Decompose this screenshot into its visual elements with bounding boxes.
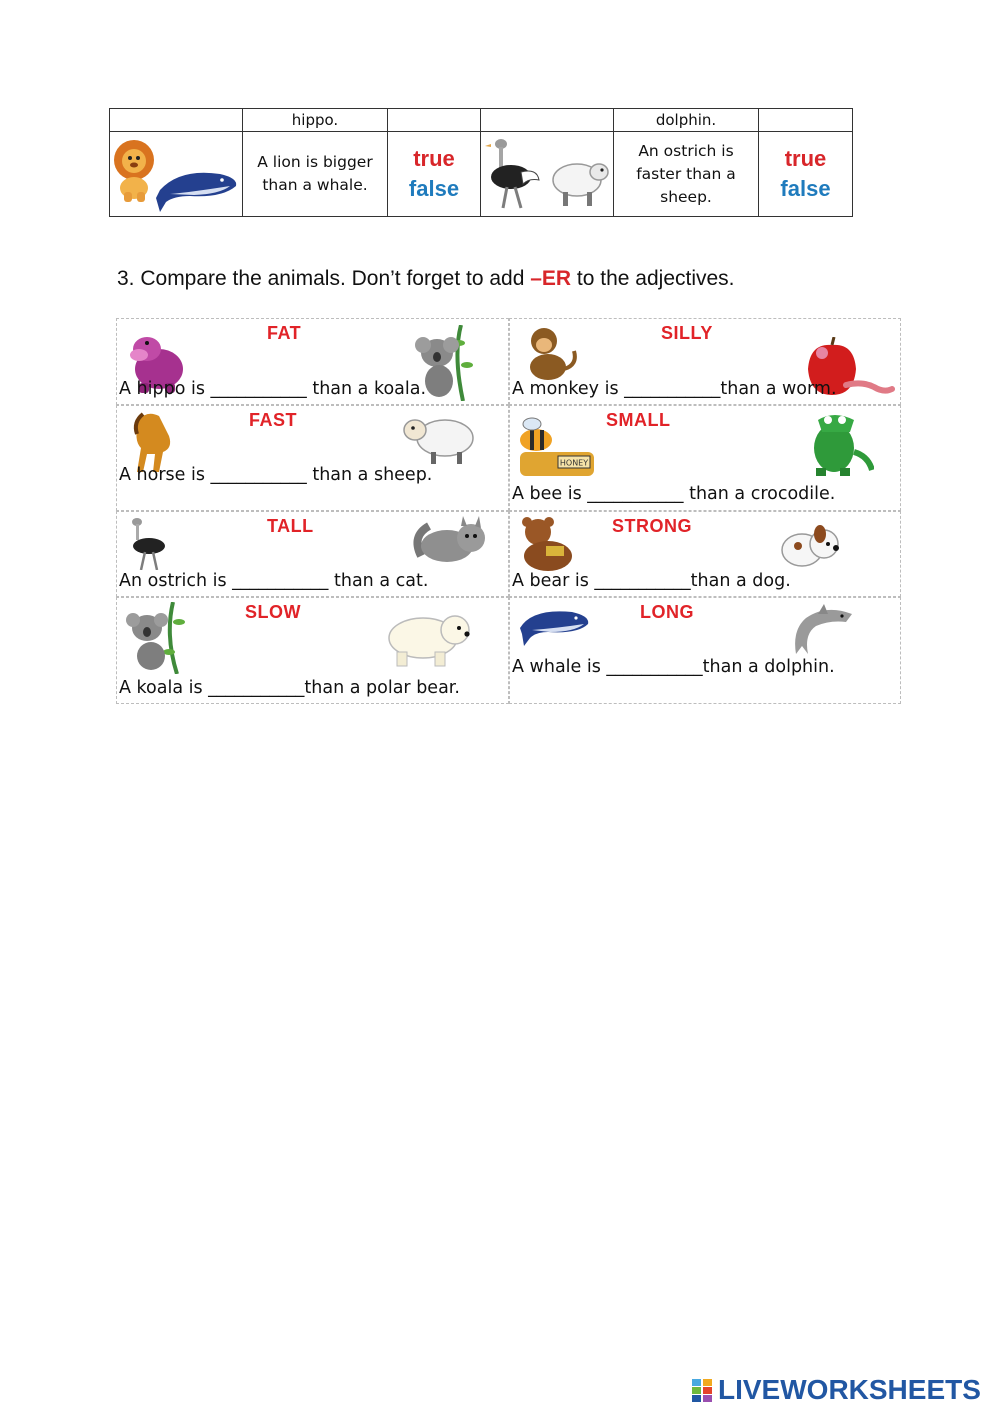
table-cell [110,109,243,132]
adjective-label: SMALL [606,410,671,430]
true-option[interactable]: true [784,146,827,171]
cell-fast [116,405,509,511]
false-option[interactable]: false [408,176,460,201]
comparison-sentence: A horse is ___________ than a sheep. [119,465,433,485]
true-false-table [109,108,853,217]
ostrich-sheep-illustration [481,132,613,216]
statement-ostrich-sheep: An ostrich is faster than a sheep. [614,132,759,217]
cell-tall [116,511,509,597]
comparison-sentence: A bee is ___________ than a crocodile. [512,484,836,504]
koala-icon [125,602,187,674]
adjective-label: TALL [267,516,314,536]
true-false-choice-right [759,132,853,217]
ostrich-sheep-picture [481,132,614,217]
heading-text-end: to the adjectives. [571,267,735,290]
adjective-label: LONG [640,602,694,622]
false-option[interactable]: false [780,176,831,201]
heading-er-suffix: –ER [530,267,572,290]
liveworksheets-footer[interactable] [692,1374,981,1406]
adjective-label: FAT [267,323,302,343]
cell-strong [509,511,901,597]
adjective-label: STRONG [612,516,693,536]
table-cell [481,109,614,132]
heading-text: 3. Compare the animals. Don’t forget to add [117,267,531,290]
statement-lion-whale: A lion is bigger than a whale. [243,132,388,217]
cat-icon [411,516,489,568]
comparison-grid [116,318,901,704]
comparison-sentence: A hippo is ___________ than a koala. [119,379,427,399]
comparison-sentence: A monkey is ___________than a worm. [512,379,837,399]
bear-icon [516,516,578,572]
comparison-sentence: A koala is ___________than a polar bear. [119,678,460,698]
monkey-icon [518,325,578,383]
lion-whale-picture [110,132,243,217]
honey-label: HONEY [559,458,589,468]
cell-long [509,597,901,704]
brand-name: LIVEWORKSHEETS [718,1374,981,1405]
table-cell: dolphin. [614,109,759,132]
cell-small [509,405,901,511]
adjective-label: FAST [249,410,298,430]
polar-bear-icon [383,604,475,668]
bee-honey-icon [514,412,594,478]
dog-icon [780,518,844,570]
crocodile-icon [802,410,874,478]
comparison-sentence: A whale is ___________than a dolphin. [512,657,835,677]
comparison-sentence: An ostrich is ___________ than a cat. [119,571,429,591]
comparison-sentence: A bear is ___________than a dog. [512,571,791,591]
liveworksheets-logo-icon [692,1377,714,1403]
dolphin-icon [786,604,856,660]
ostrich-icon [127,516,173,570]
whale-icon [518,604,592,646]
cell-silly [509,318,901,405]
exercise-heading [117,267,735,291]
cell-fat [116,318,509,405]
table-cell [388,109,481,132]
true-option[interactable]: true [413,146,455,171]
cell-slow [116,597,509,704]
table-cell: hippo. [243,109,388,132]
adjective-label: SILLY [661,323,713,343]
lion-whale-illustration [110,132,242,216]
sheep-icon [401,408,477,464]
table-cell [759,109,853,132]
true-false-choice-left [388,132,481,217]
adjective-label: SLOW [245,602,301,622]
